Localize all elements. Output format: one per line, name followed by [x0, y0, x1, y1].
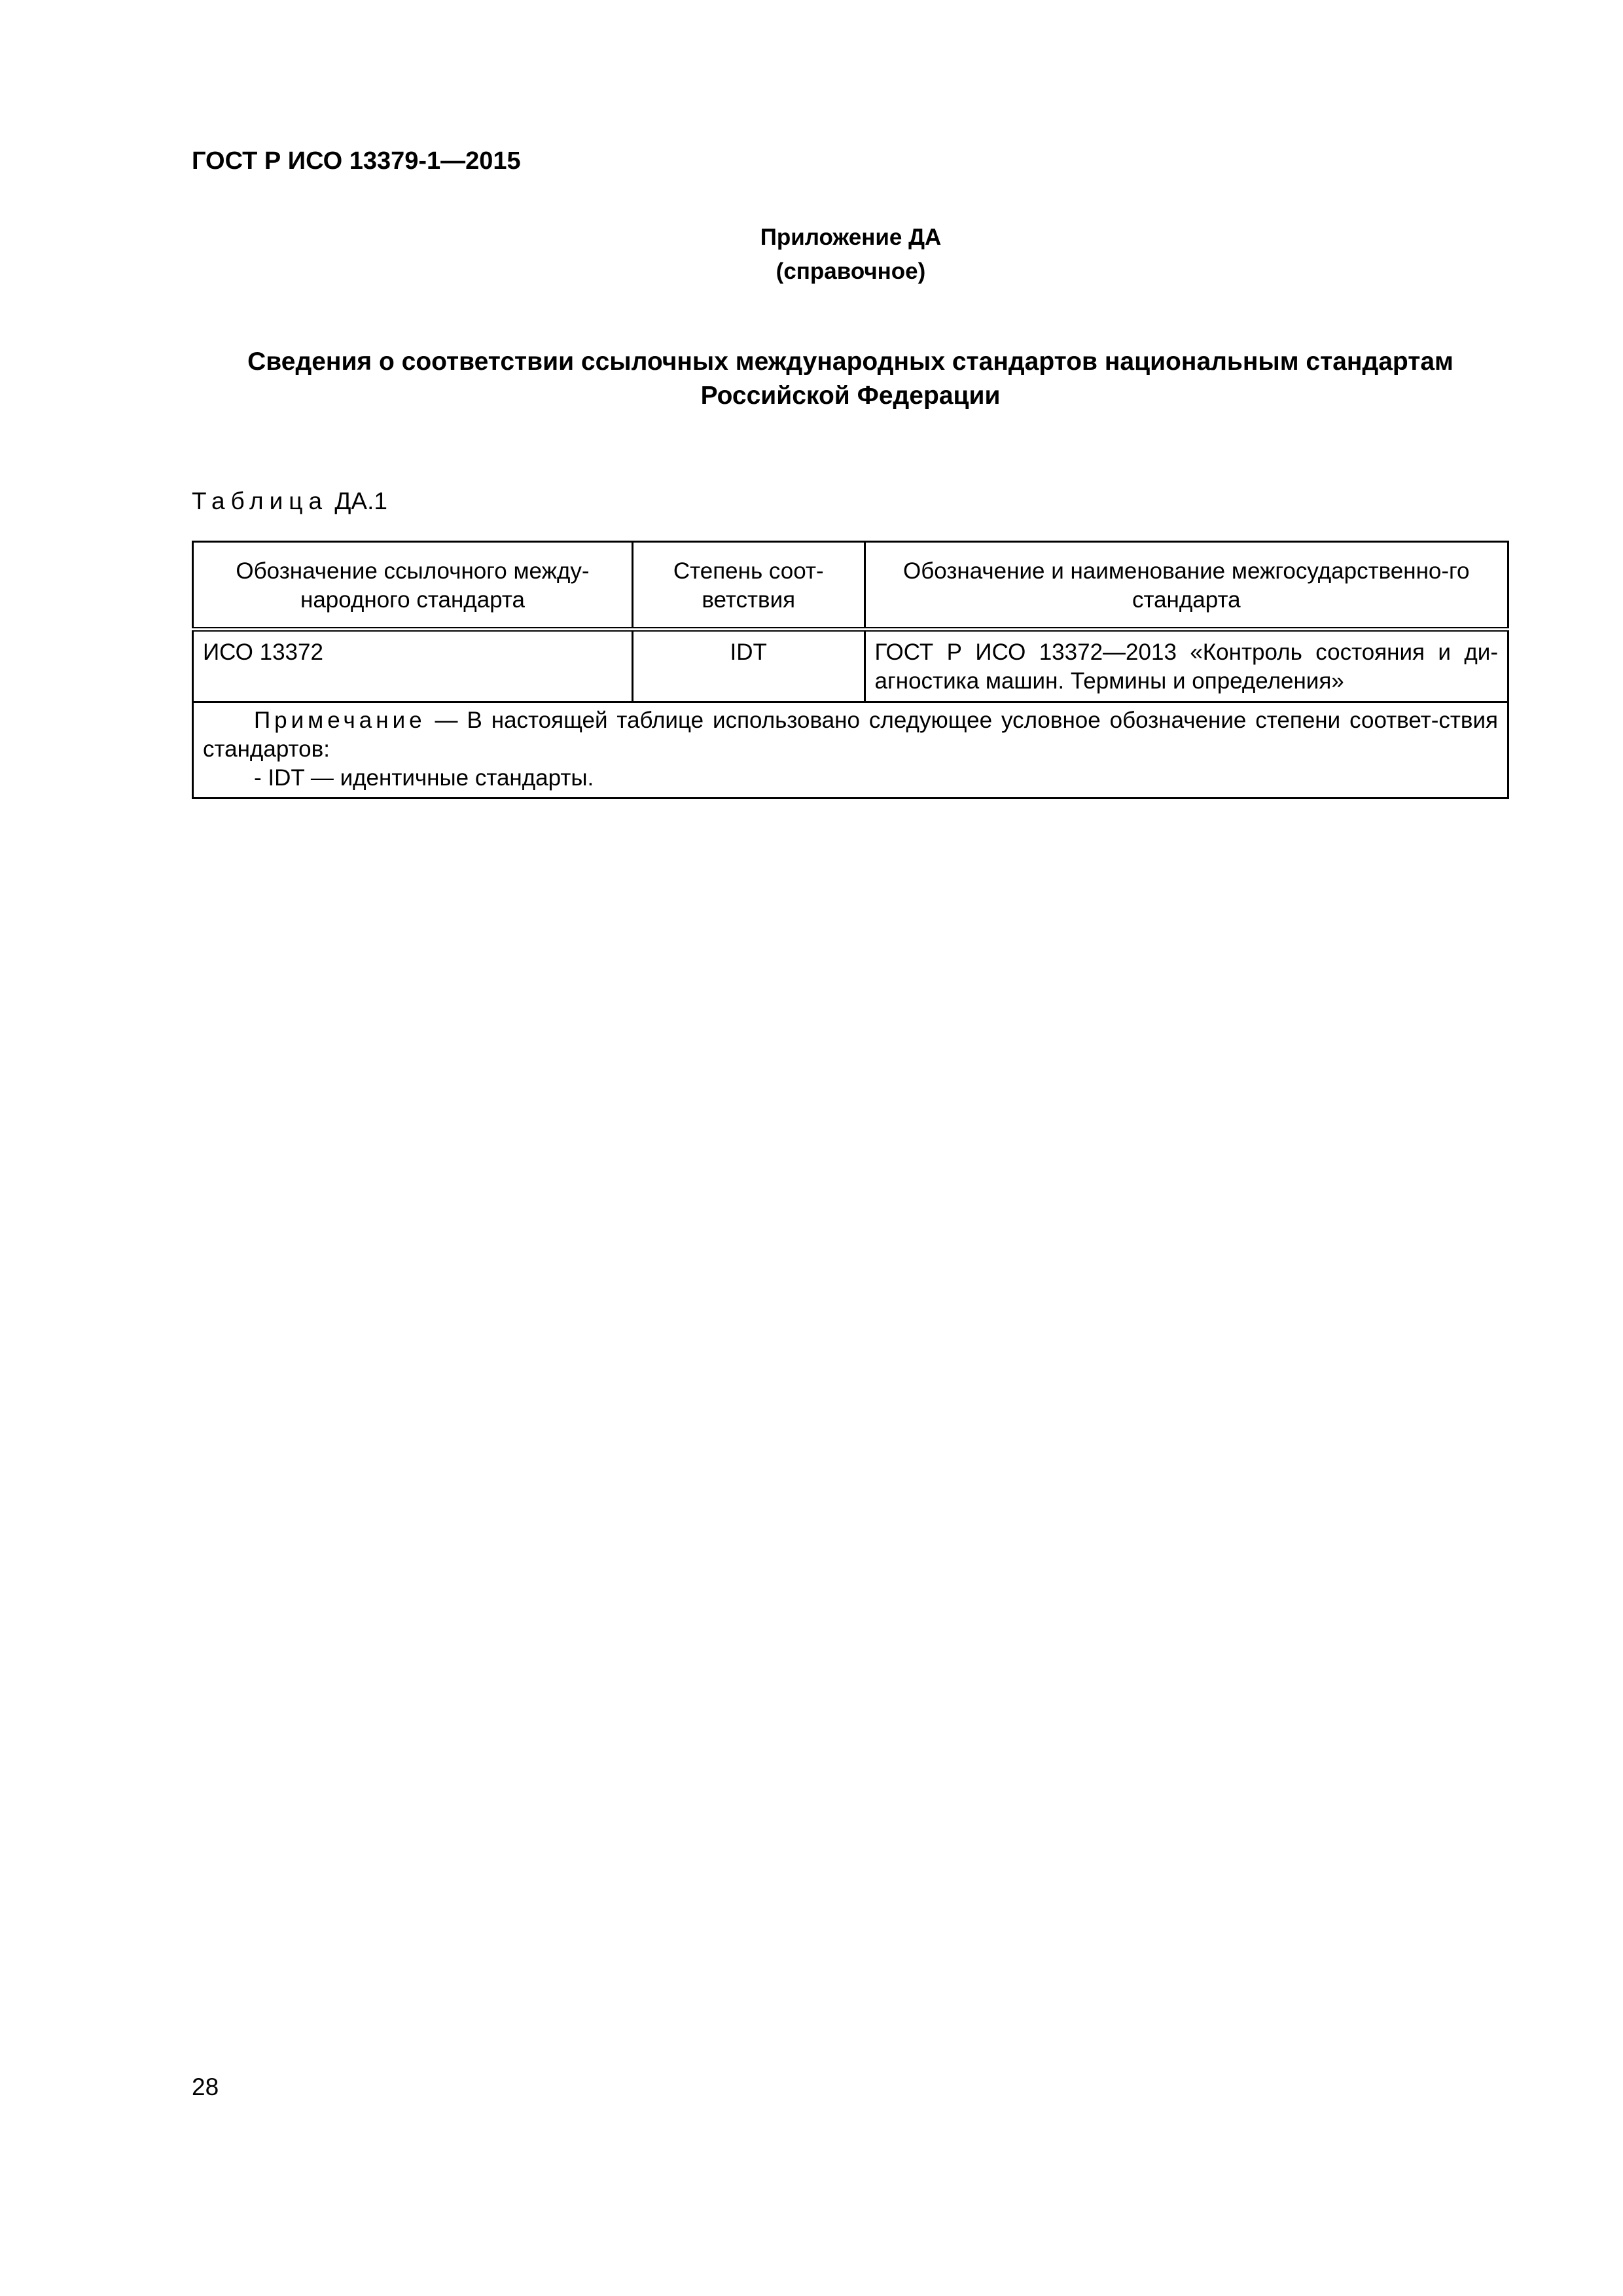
note-text: — В настоящей таблице использовано следующее условное обозначение степени соответ-ствия стандартов:	[203, 708, 1498, 762]
document-header-code: ГОСТ Р ИСО 13379-1—2015	[192, 147, 521, 175]
table-caption-label: Таблица	[192, 488, 329, 514]
table-caption-number: ДА.1	[334, 488, 387, 514]
annex-title: Приложение ДА	[760, 224, 942, 250]
table-row	[193, 630, 1508, 702]
table-header-row	[193, 542, 1508, 630]
main-title-line-2: Российской Федерации	[700, 382, 1001, 410]
main-title	[192, 345, 1509, 413]
column-header-degree: Степень соот-ветствия	[632, 542, 865, 630]
note-text-line	[203, 706, 1498, 764]
note-label: Примечание	[254, 708, 426, 733]
column-header-national-standard: Обозначение и наименование межгосударственно-го стандарта	[865, 542, 1508, 630]
note-list-item: - IDT — идентичные стандарты.	[254, 765, 594, 791]
table-note-row	[193, 702, 1508, 798]
annex-status: (справочное)	[776, 259, 926, 284]
main-title-line-1: Сведения о соответствии ссылочных международных стандартов национальным стандартам	[247, 348, 1454, 376]
reference-standards-table	[192, 541, 1509, 799]
table-note	[193, 702, 1508, 798]
column-header-ref-standard: Обозначение ссылочного между-народного стандарта	[193, 542, 633, 630]
cell-ref-standard: ИСО 13372	[193, 630, 633, 702]
page-number: 28	[192, 2073, 219, 2100]
cell-degree: IDT	[632, 630, 865, 702]
cell-national-standard: ГОСТ Р ИСО 13372—2013 «Контроль состояния и ди-агностика машин. Термины и определения»	[865, 630, 1508, 702]
table-caption	[192, 488, 387, 515]
